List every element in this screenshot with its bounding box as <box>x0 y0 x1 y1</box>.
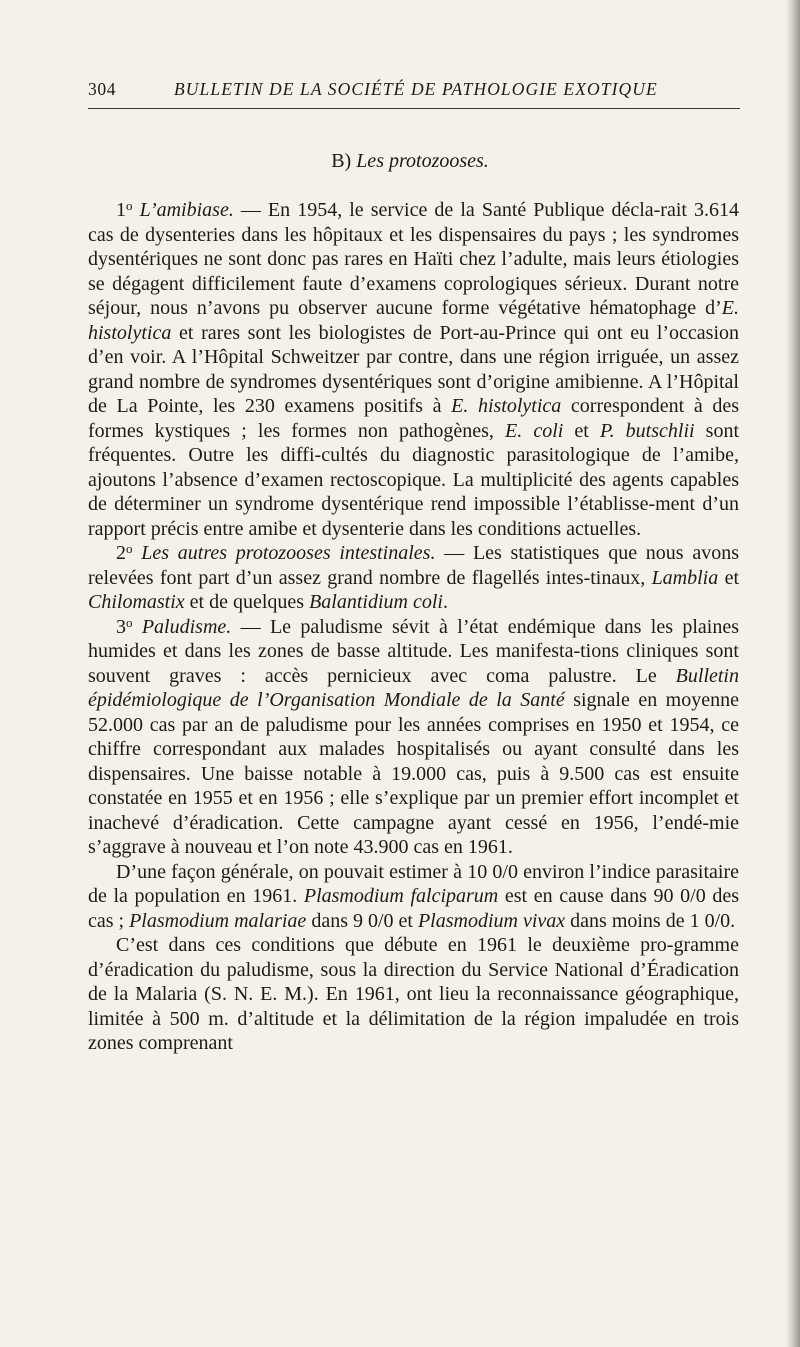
text-run: — En 1954, le service de la Santé Publique décla-rait 3.614 cas de dysenteries dans les hôpitaux et les dispensaires du pays ; les syndromes dysentériques ne sont donc pas rares en Haïti chez l’adulte, mais leurs étiologies se dégagent difficilement faute d’examens coprologiques sérieux. Durant notre séjour, nous n’avons pu observer aucune forme végétative hématophage d’ <box>88 199 740 319</box>
species-name: E. coli <box>505 419 564 442</box>
species-name: Balantidium coli <box>309 591 443 613</box>
text-run: C’est dans ces conditions que débute en 1961 le deuxième pro-gramme d’éradication du paludisme, sous la direction du Service National d’Éradication de la Malaria (S. N. E. M.). En 1961, ont lieu la reconnaissance géographique, limitée à 500 m. d’altitude et la délimitation de la région impaludée en trois zones comprenant <box>88 934 739 1054</box>
paragraph-paludisme <box>88 615 739 860</box>
section-marker: B) <box>331 150 352 172</box>
species-name: Chilomastix <box>88 591 185 613</box>
degree-mark: o <box>126 198 133 213</box>
text-run: D’une façon générale, on pouvait estimer à 10 0/0 environ l’indice parasitaire de la population en 1961. <box>88 860 739 907</box>
text-run: et <box>718 566 740 589</box>
text-run: correspondent à des formes kystiques ; les formes non pathogènes, <box>88 395 740 442</box>
species-name: Plasmodium falciparum <box>303 885 499 907</box>
text-run: est en cause dans 90 0/0 des cas ; <box>88 885 740 932</box>
para-title: Paludisme. <box>141 615 232 638</box>
para-number: 2 <box>116 542 126 564</box>
article-body <box>88 198 739 1056</box>
para-title: L’amibiase. <box>139 199 234 221</box>
paragraph-eradication <box>88 933 739 1056</box>
text-run: sont fréquentes. Outre les diffi-cultés du diagnostic parasitologique de l’amibe, ajoutons l’absence d’examen rectoscopique. La multiplicité des agents capables de déterminer un syndrome dysentérique rend impossible l’établisse-ment d’un rapport précis entre amibe et dysenterie dans les conditions actuelles. <box>88 419 740 540</box>
paragraph-protozooses-intestinales <box>88 541 739 615</box>
page-number: 304 <box>88 79 117 99</box>
species-name: E. histolytica <box>451 395 562 417</box>
degree-mark: o <box>126 541 133 556</box>
page-header <box>88 76 740 104</box>
species-name: P. butschlii <box>599 419 695 442</box>
degree-mark: o <box>126 614 133 630</box>
text-run: et rares sont les biologistes de Port-au-Prince qui ont eu l’occasion d’en voir. A l’Hôpital Schweitzer par contre, dans une région irriguée, un assez grand nombre de syndromes dysentériques sont d’origine amibienne. A l’Hôpital de La Pointe, les 230 examens positifs à <box>88 321 739 417</box>
text-run: . <box>442 591 448 613</box>
text-run: dans 9 0/0 et <box>306 909 418 932</box>
para-title: Les autres protozooses intestinales. <box>141 542 436 564</box>
species-name: E. histolytica <box>88 297 739 344</box>
text-run: et <box>563 419 600 442</box>
text-run: et de quelques <box>184 591 310 613</box>
para-number: 3 <box>116 615 126 638</box>
species-name: Plasmodium vivax <box>417 909 566 932</box>
publication-title: Bulletin épidémiologique de l’Organisation Mondiale de la Santé <box>88 664 739 711</box>
section-heading <box>0 150 800 173</box>
header-rule <box>88 108 740 109</box>
species-name: Plasmodium malariae <box>129 909 307 932</box>
text-run: dans moins de 1 0/0. <box>565 909 736 932</box>
page-edge-shadow <box>786 0 800 1347</box>
species-name: Lamblia <box>651 566 719 589</box>
section-title: Les protozooses. <box>356 150 489 172</box>
text-run: signale en moyenne 52.000 cas par an de paludisme pour les années comprises en 1950 et 1954, ce chiffre correspondant aux malades hospitalisés ou ayant consulté dans les dispensaires. Une baisse notable à 19.000 cas, puis à 9.500 cas est ensuite constatée en 1955 et en 1956 ; elle s’explique par un premier effort incomplet et inachevé d’éradication. Cette campagne ayant cessé en 1956, l’endé-mie s’aggrave à nouveau et l’on note 43.900 cas en 1961. <box>88 689 739 858</box>
text-run: — Les statistiques que nous avons relevées font part d’un assez grand nombre de flagellés intes-tinaux, <box>88 542 739 589</box>
running-head: BULLETIN DE LA SOCIÉTÉ DE PATHOLOGIE EXOTIQUE <box>174 79 658 99</box>
text-run: — Le paludisme sévit à l’état endémique dans les plaines humides et dans les zones de basse altitude. Les manifesta-tions cliniques sont souvent graves : accès pernicieux avec coma palustre. Le <box>88 615 739 687</box>
para-number: 1 <box>116 199 126 221</box>
paragraph-amibiase <box>88 198 739 541</box>
paragraph-indice-parasitaire <box>88 860 739 934</box>
